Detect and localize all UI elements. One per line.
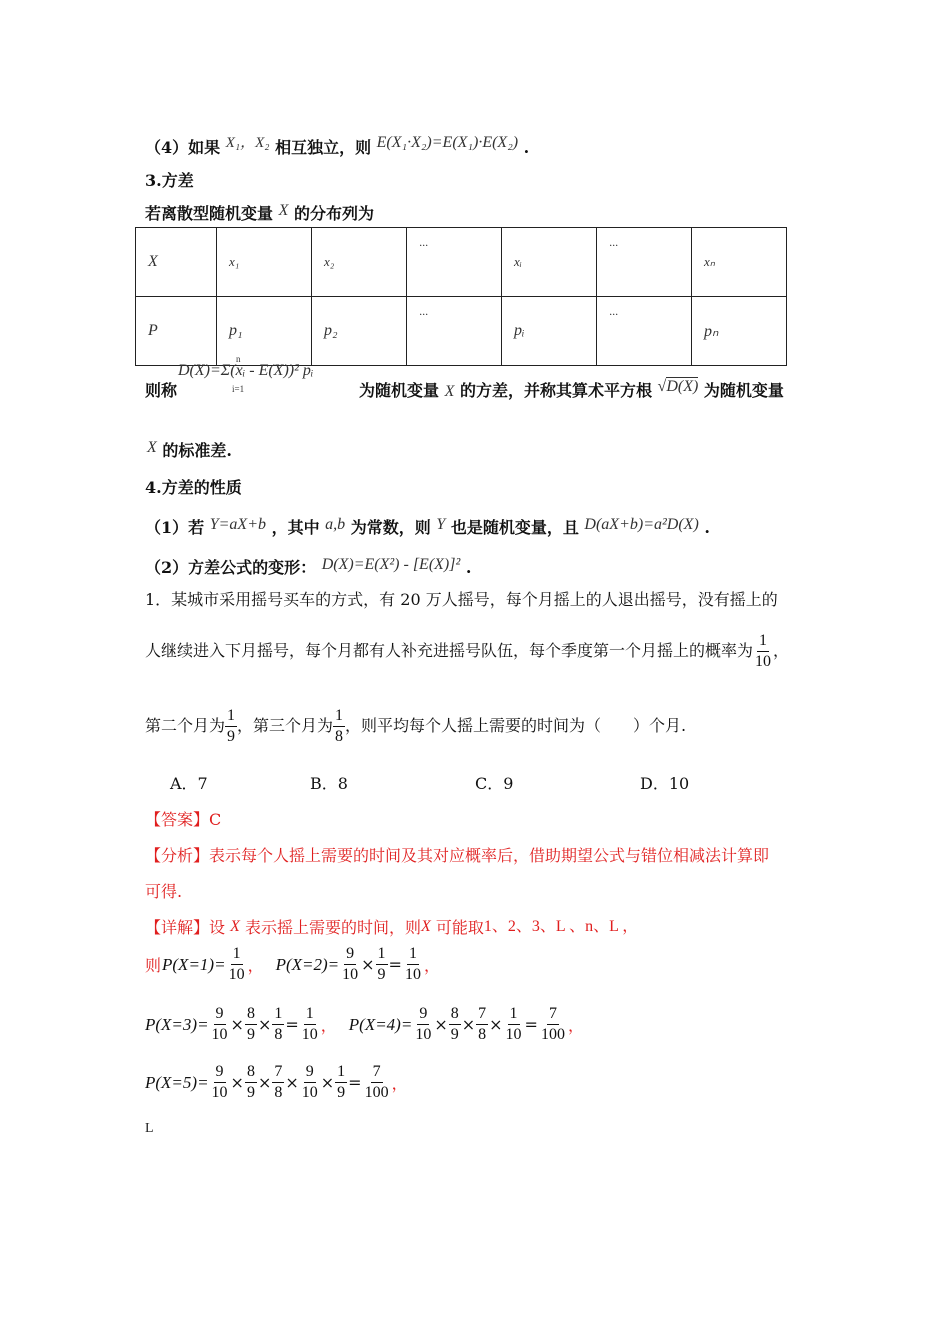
sep: ， bbox=[391, 1074, 408, 1093]
sum-bottom: i=1 bbox=[232, 384, 245, 394]
section4-title: 4.方差的性质 bbox=[145, 478, 242, 497]
frac bbox=[210, 1064, 230, 1101]
question-line2 bbox=[145, 633, 789, 670]
variance-def-d: 为随机变量 bbox=[703, 381, 784, 400]
question-line3-a: 第二个月为 bbox=[145, 716, 226, 735]
option-d[interactable]: D．10 bbox=[640, 774, 690, 793]
sqrt-content: D(X) bbox=[666, 378, 699, 395]
table-cell: X bbox=[136, 228, 217, 297]
frac-denominator: 9 bbox=[377, 966, 386, 983]
table-cell: ··· bbox=[597, 297, 692, 366]
eq: = bbox=[285, 1015, 299, 1034]
section4-p2-a: （2）方差公式的变形： bbox=[145, 558, 317, 577]
section3-intro-var: X bbox=[278, 202, 289, 219]
distribution-table bbox=[135, 227, 787, 366]
frac-denominator: 10 bbox=[301, 1084, 318, 1101]
section4-p1-b: ，其中 bbox=[271, 518, 320, 537]
section4-p2 bbox=[145, 555, 471, 578]
frac bbox=[363, 1064, 391, 1101]
frac-denominator: 100 bbox=[540, 1026, 565, 1043]
sep: ， bbox=[423, 956, 440, 975]
prop4-text: 相互独立，则 bbox=[275, 138, 372, 157]
answer-line bbox=[145, 807, 221, 830]
frac bbox=[272, 1064, 284, 1101]
frac-denominator: 9 bbox=[246, 1026, 255, 1043]
prob-label-1: P(X=1)= bbox=[162, 954, 226, 974]
variance-def-line2-var: X bbox=[147, 439, 157, 456]
detail-label: 【详解】 bbox=[145, 918, 210, 937]
table-row-p bbox=[136, 297, 787, 366]
times: × bbox=[230, 1073, 244, 1092]
analysis-text1: 表示每个人摇上需要的时间及其对应概率后，借助期望公式与错位相减法计算即 bbox=[209, 846, 770, 865]
sum-top: n bbox=[236, 354, 241, 364]
analysis-line2: 可得. bbox=[145, 882, 183, 901]
frac bbox=[300, 1006, 320, 1043]
table-cell: x₂ bbox=[312, 228, 407, 297]
frac bbox=[210, 1006, 230, 1043]
frac-numerator: 7 bbox=[476, 1006, 488, 1025]
question-line2-text: 人继续进入下月摇号，每个月都有人补充进摇号队伍，每个季度第一个月摇上的概率为 bbox=[145, 641, 754, 660]
prop4-end: . bbox=[523, 138, 530, 157]
detail-line3 bbox=[145, 1006, 584, 1043]
times: × bbox=[434, 1015, 448, 1034]
section4-p2-e: . bbox=[465, 558, 472, 577]
frac-numerator: 1 bbox=[225, 708, 237, 727]
frac-numerator: 1 bbox=[231, 946, 243, 965]
section4-p1-d: 也是随机变量，且 bbox=[450, 518, 579, 537]
option-b[interactable]: B．8 bbox=[310, 774, 348, 793]
frac-denominator: 100 bbox=[364, 1084, 389, 1101]
frac-numerator: 9 bbox=[214, 1064, 226, 1083]
section4-p1-a: （1）若 bbox=[145, 518, 205, 537]
frac-denominator: 10 bbox=[228, 966, 245, 983]
times: × bbox=[257, 1073, 272, 1092]
table-cell: P bbox=[136, 297, 217, 366]
section3-intro bbox=[145, 201, 374, 224]
variance-def-line2 bbox=[147, 438, 232, 461]
times: × bbox=[230, 1015, 244, 1034]
section4-p1-f2: a,b bbox=[325, 516, 346, 533]
frac bbox=[413, 1006, 433, 1043]
frac-denominator: 8 bbox=[478, 1026, 487, 1043]
sep: ， bbox=[320, 1016, 337, 1035]
prop4-label: （4）如果 bbox=[145, 138, 221, 157]
table-cell: ··· bbox=[597, 228, 692, 297]
answer-label: 【答案】 bbox=[145, 810, 210, 829]
frac-numerator: 1 bbox=[508, 1006, 520, 1025]
table-cell: ··· bbox=[407, 297, 502, 366]
frac-denominator: 10 bbox=[505, 1026, 522, 1043]
times: × bbox=[361, 955, 375, 974]
detail-text-b: 表示摇上需要的时间，则 bbox=[245, 918, 422, 937]
table-cell: x₁ bbox=[217, 228, 312, 297]
detail-ze: 则 bbox=[145, 956, 162, 975]
times: × bbox=[285, 1073, 299, 1092]
prop4-formula: E(X₁·X₂)=E(X₁)·E(X₂) bbox=[376, 134, 519, 151]
answer-value: C bbox=[209, 810, 222, 829]
variance-formula bbox=[178, 354, 314, 394]
section4-p1-e: . bbox=[704, 518, 710, 537]
frac bbox=[449, 1006, 461, 1043]
frac-numerator: 1 bbox=[407, 946, 419, 965]
sqrt-expr: √D(X) bbox=[657, 378, 699, 395]
table-cell: pᵢ bbox=[502, 297, 597, 366]
prob-label-5: P(X=5)= bbox=[145, 1072, 209, 1092]
variance-def-a: 则称 bbox=[145, 381, 178, 400]
detail-text-a: 设 bbox=[209, 918, 226, 937]
question-line3 bbox=[145, 708, 686, 745]
frac bbox=[403, 946, 423, 983]
frac-denominator: 8 bbox=[335, 728, 344, 745]
frac-denominator: 9 bbox=[337, 1084, 346, 1101]
section3-intro-a: 若离散型随机变量 bbox=[145, 204, 274, 223]
detail-line4 bbox=[145, 1064, 408, 1101]
question-line1: 1．某城市采用摇号买车的方式，有 20 万人摇号，每个月摇上的人退出摇号，没有摇上的 bbox=[145, 590, 778, 609]
analysis-line1 bbox=[145, 843, 769, 866]
prob-label-2: P(X=2)= bbox=[275, 954, 340, 974]
variance-def-var: X bbox=[444, 383, 455, 400]
eq: = bbox=[524, 1015, 538, 1034]
frac-numerator: 8 bbox=[449, 1006, 461, 1025]
frac-numerator: 1 bbox=[272, 1006, 284, 1025]
sep: ， bbox=[567, 1016, 584, 1035]
frac-denominator: 10 bbox=[301, 1026, 318, 1043]
frac-numerator: 9 bbox=[417, 1006, 429, 1025]
table-cell: xᵢ bbox=[502, 228, 597, 297]
prop4-line bbox=[145, 135, 529, 158]
times: × bbox=[461, 1015, 476, 1034]
frac bbox=[376, 946, 388, 983]
eq: = bbox=[348, 1073, 362, 1092]
frac-numerator: 1 bbox=[757, 633, 769, 652]
times: × bbox=[257, 1015, 272, 1034]
frac bbox=[227, 946, 247, 983]
frac bbox=[476, 1006, 488, 1043]
frac-numerator: 1 bbox=[376, 946, 388, 965]
section4-p1-c: 为常数，则 bbox=[350, 518, 431, 537]
frac-numerator: 8 bbox=[245, 1064, 257, 1083]
frac bbox=[340, 946, 360, 983]
variance-formula-text: D(X)=Σ(xᵢ - E(X))² pᵢ bbox=[178, 362, 314, 379]
frac bbox=[539, 1006, 567, 1043]
prob-label-3: P(X=3)= bbox=[145, 1014, 209, 1034]
frac-numerator: 8 bbox=[245, 1006, 257, 1025]
table-cell: xₙ bbox=[692, 228, 787, 297]
prop4-vars: X₁，X₂ bbox=[225, 135, 270, 151]
frac bbox=[504, 1006, 524, 1043]
detail-var: X bbox=[230, 918, 240, 935]
frac-numerator: 9 bbox=[214, 1006, 226, 1025]
frac-numerator: 7 bbox=[272, 1064, 284, 1083]
variance-def-rest bbox=[359, 378, 784, 401]
section4-p2-f: D(X)=E(X²) - [E(X)]² bbox=[321, 556, 461, 573]
frac-denominator: 10 bbox=[211, 1084, 228, 1101]
frac-denominator: 10 bbox=[404, 966, 421, 983]
frac-denominator: 10 bbox=[755, 653, 772, 670]
prob-label-4: P(X=4)= bbox=[348, 1014, 413, 1034]
option-c[interactable]: C．9 bbox=[475, 774, 514, 793]
frac-numerator: 9 bbox=[304, 1064, 316, 1083]
question-line3-c: ，则平均每个人摇上需要的时间为（ ）个月. bbox=[345, 716, 687, 735]
times: × bbox=[489, 1015, 503, 1034]
table-cell: p₁ bbox=[217, 297, 312, 366]
section4-p1-f1: Y=aX+b bbox=[209, 516, 266, 533]
detail-line1 bbox=[145, 915, 638, 938]
sep: ， bbox=[247, 956, 264, 975]
frac-denominator: 10 bbox=[415, 1026, 432, 1043]
question-line2-end: ， bbox=[773, 641, 790, 660]
frac-numerator: 1 bbox=[335, 1064, 347, 1083]
section4-p1 bbox=[145, 515, 710, 538]
frac bbox=[245, 1006, 257, 1043]
detail-values: 1、2、3、L 、n、L ， bbox=[483, 918, 639, 935]
section3-intro-b: 的分布列为 bbox=[293, 204, 374, 223]
table-cell: pₙ bbox=[692, 297, 787, 366]
detail-text-c: 可能取 bbox=[435, 918, 484, 937]
question-frac2 bbox=[225, 708, 237, 745]
frac-denominator: 10 bbox=[211, 1026, 228, 1043]
frac-numerator: 1 bbox=[304, 1006, 316, 1025]
question-frac3 bbox=[333, 708, 345, 745]
frac-denominator: 9 bbox=[246, 1084, 255, 1101]
eq: = bbox=[388, 955, 402, 974]
question-line3-b: ，第三个月为 bbox=[237, 716, 334, 735]
analysis-label: 【分析】 bbox=[145, 846, 210, 865]
variance-def-line2-text: 的标准差. bbox=[162, 441, 232, 460]
frac bbox=[335, 1064, 347, 1101]
section3-title: 3.方差 bbox=[145, 171, 194, 190]
question-frac1 bbox=[753, 633, 773, 670]
frac bbox=[272, 1006, 284, 1043]
table-cell: p₂ bbox=[312, 297, 407, 366]
frac-denominator: 10 bbox=[342, 966, 359, 983]
table-row-x bbox=[136, 228, 787, 297]
frac-denominator: 8 bbox=[274, 1026, 283, 1043]
table-cell: ··· bbox=[407, 228, 502, 297]
detail-var-2: X bbox=[421, 918, 431, 935]
frac-numerator: 9 bbox=[344, 946, 356, 965]
frac-denominator: 8 bbox=[274, 1084, 283, 1101]
section4-p1-f3: Y bbox=[436, 516, 446, 533]
frac-numerator: 7 bbox=[371, 1064, 383, 1083]
times: × bbox=[320, 1073, 335, 1092]
frac-numerator: 7 bbox=[547, 1006, 559, 1025]
variance-def-c: 的方差，并称其算术平方根 bbox=[459, 381, 652, 400]
detail-line2 bbox=[145, 946, 440, 983]
option-a[interactable]: A．7 bbox=[170, 774, 208, 793]
frac-denominator: 9 bbox=[227, 728, 236, 745]
detail-ellipsis: L bbox=[145, 1121, 154, 1136]
variance-def-b: 为随机变量 bbox=[359, 381, 440, 400]
frac-denominator: 9 bbox=[450, 1026, 459, 1043]
frac-numerator: 1 bbox=[333, 708, 345, 727]
section4-p1-f4: D(aX+b)=a²D(X) bbox=[584, 516, 699, 533]
frac bbox=[300, 1064, 320, 1101]
frac bbox=[245, 1064, 257, 1101]
